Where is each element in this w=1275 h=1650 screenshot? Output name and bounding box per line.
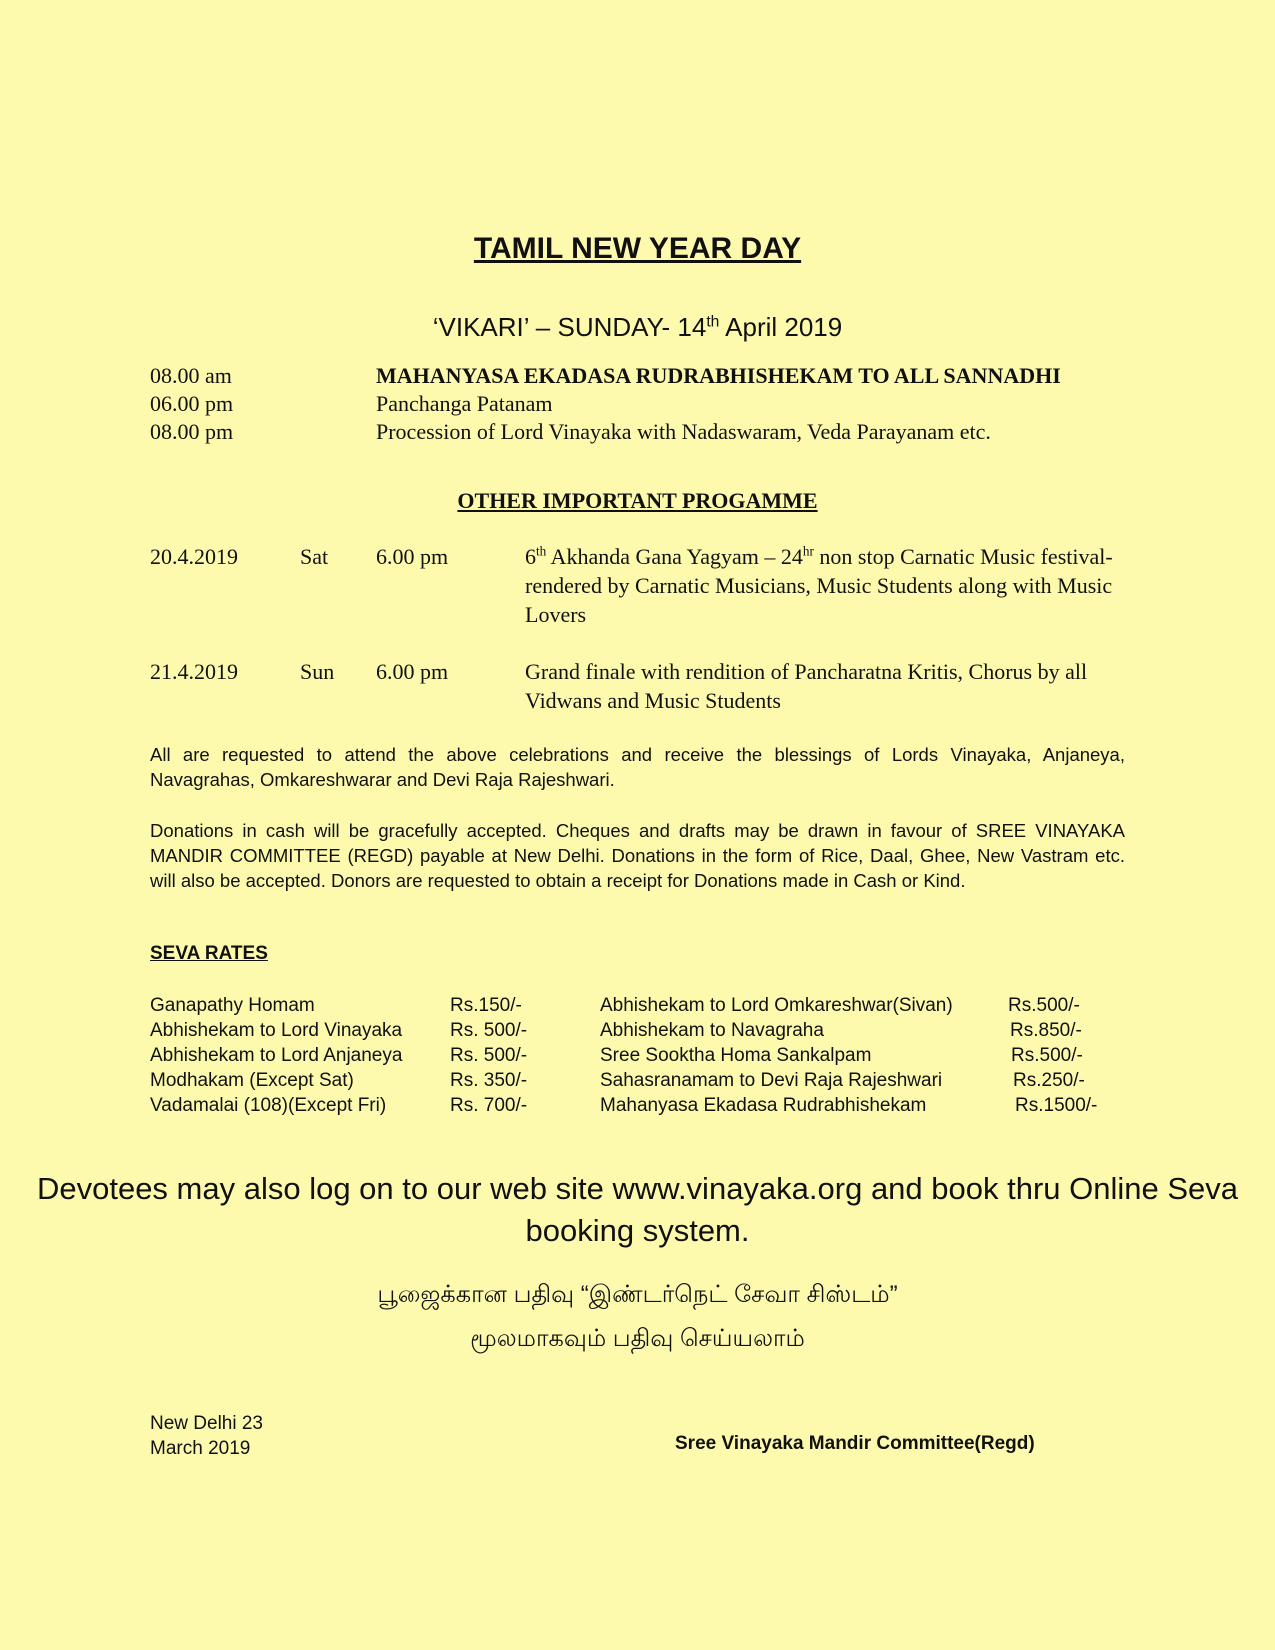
programme-day: Sun: [300, 659, 335, 684]
programme-time: 6.00 pm: [376, 544, 449, 569]
timeline-desc: Procession of Lord Vinayaka with Nadaswaram, Veda Parayanam etc.: [376, 419, 991, 444]
subtitle-text-end: April 2019: [719, 312, 843, 342]
donation-paragraph: Donations in cash will be gracefully accepted. Cheques and drafts may be drawn in favour of SREE VINAYAKA MANDIR COMMITTEE (REGD) payable at New Delhi. Donations in the form of Rice, Daal, Ghee, New Vastram etc. will also be accepted. Donors are requested to obtain a receipt for Donations made in Cash or Kind.: [150, 820, 1125, 891]
page-subtitle: [0, 312, 1275, 343]
seva-name: Modhakam (Except Sat): [150, 1070, 354, 1091]
programme-date: 20.4.2019: [150, 544, 238, 569]
seva-name: Sree Sooktha Homa Sankalpam: [600, 1045, 872, 1066]
timeline-time: 06.00 pm: [150, 391, 234, 416]
timeline-time: 08.00 pm: [150, 419, 234, 444]
programme-desc-part: non stop Carnatic Music festival- rendered by Carnatic Musicians, Music Students along with Music Lovers: [525, 544, 1113, 627]
seva-name: Mahanyasa Ekadasa Rudrabhishekam: [600, 1095, 927, 1116]
timeline-time: 08.00 am: [150, 363, 232, 388]
online-booking-note: Devotees may also log on to our web site www.vinayaka.org and book thru Online Seva booking system.: [36, 1171, 1239, 1248]
seva-name: Vadamalai (108)(Except Fri): [150, 1095, 387, 1116]
seva-rate: Rs. 500/-: [450, 1045, 528, 1066]
seva-name: Abhishekam to Lord Anjaneya: [150, 1045, 403, 1066]
seva-rate: Rs.850/-: [1010, 1020, 1082, 1041]
programme-description: Grand finale with rendition of Pancharatna Kritis, Chorus by all Vidwans and Music Students: [525, 659, 1088, 713]
programme-desc-part: Akhanda Gana Yagyam – 24: [546, 544, 803, 569]
timeline-desc: MAHANYASA EKADASA RUDRABHISHEKAM TO ALL SANNADHI: [376, 363, 1061, 388]
timeline-desc: Panchanga Patanam: [376, 391, 553, 416]
seva-name: Abhishekam to Lord Omkareshwar(Sivan): [600, 995, 953, 1016]
programme-description: [525, 542, 1125, 629]
seva-name: Abhishekam to Lord Vinayaka: [150, 1020, 403, 1041]
programme-desc-sup: hr: [802, 543, 814, 559]
tamil-note-line: மூலமாகவும் பதிவு செய்யலாம்: [470, 1325, 805, 1352]
programme-desc-sup: th: [536, 543, 547, 559]
other-programme-heading: OTHER IMPORTANT PROGAMME: [457, 488, 818, 513]
footer-place-date: New Delhi 23: [150, 1413, 263, 1434]
seva-rate: Rs.1500/-: [1015, 1095, 1098, 1116]
subtitle-ordinal: th: [706, 313, 720, 331]
page-title: TAMIL NEW YEAR DAY: [473, 232, 802, 265]
seva-rate: Rs. 700/-: [450, 1095, 528, 1116]
tamil-note-line: பூஜைக்கான பதிவு “இண்டர்நெட் சேவா சிஸ்டம்”: [377, 1281, 898, 1308]
programme-desc-part: 6: [525, 544, 536, 569]
subtitle-text: ‘VIKARI’ – SUNDAY- 14: [432, 312, 707, 342]
seva-name: Abhishekam to Navagraha: [600, 1020, 824, 1041]
committee-signature: Sree Vinayaka Mandir Committee(Regd): [675, 1433, 1035, 1454]
seva-name: Sahasranamam to Devi Raja Rajeshwari: [600, 1070, 943, 1091]
seva-rate: Rs.500/-: [1011, 1045, 1083, 1066]
seva-rate: Rs.250/-: [1013, 1070, 1085, 1091]
seva-rate: Rs.150/-: [450, 995, 522, 1016]
invitation-paragraph: All are requested to attend the above celebrations and receive the blessings of Lords Vinayaka, Anjaneya, Navagrahas, Omkareshwarar and Devi Raja Rajeshwari.: [150, 744, 1125, 790]
seva-name: Ganapathy Homam: [150, 995, 315, 1016]
footer-place-date: March 2019: [150, 1438, 251, 1459]
seva-rate: Rs. 350/-: [450, 1070, 528, 1091]
seva-rate: Rs. 500/-: [450, 1020, 528, 1041]
tamil-booking-note: [0, 1273, 1275, 1361]
programme-day: Sat: [300, 544, 329, 569]
programme-time: 6.00 pm: [376, 659, 449, 684]
programme-date: 21.4.2019: [150, 659, 238, 684]
seva-rates-heading: SEVA RATES: [150, 943, 268, 964]
seva-rate: Rs.500/-: [1008, 995, 1080, 1016]
